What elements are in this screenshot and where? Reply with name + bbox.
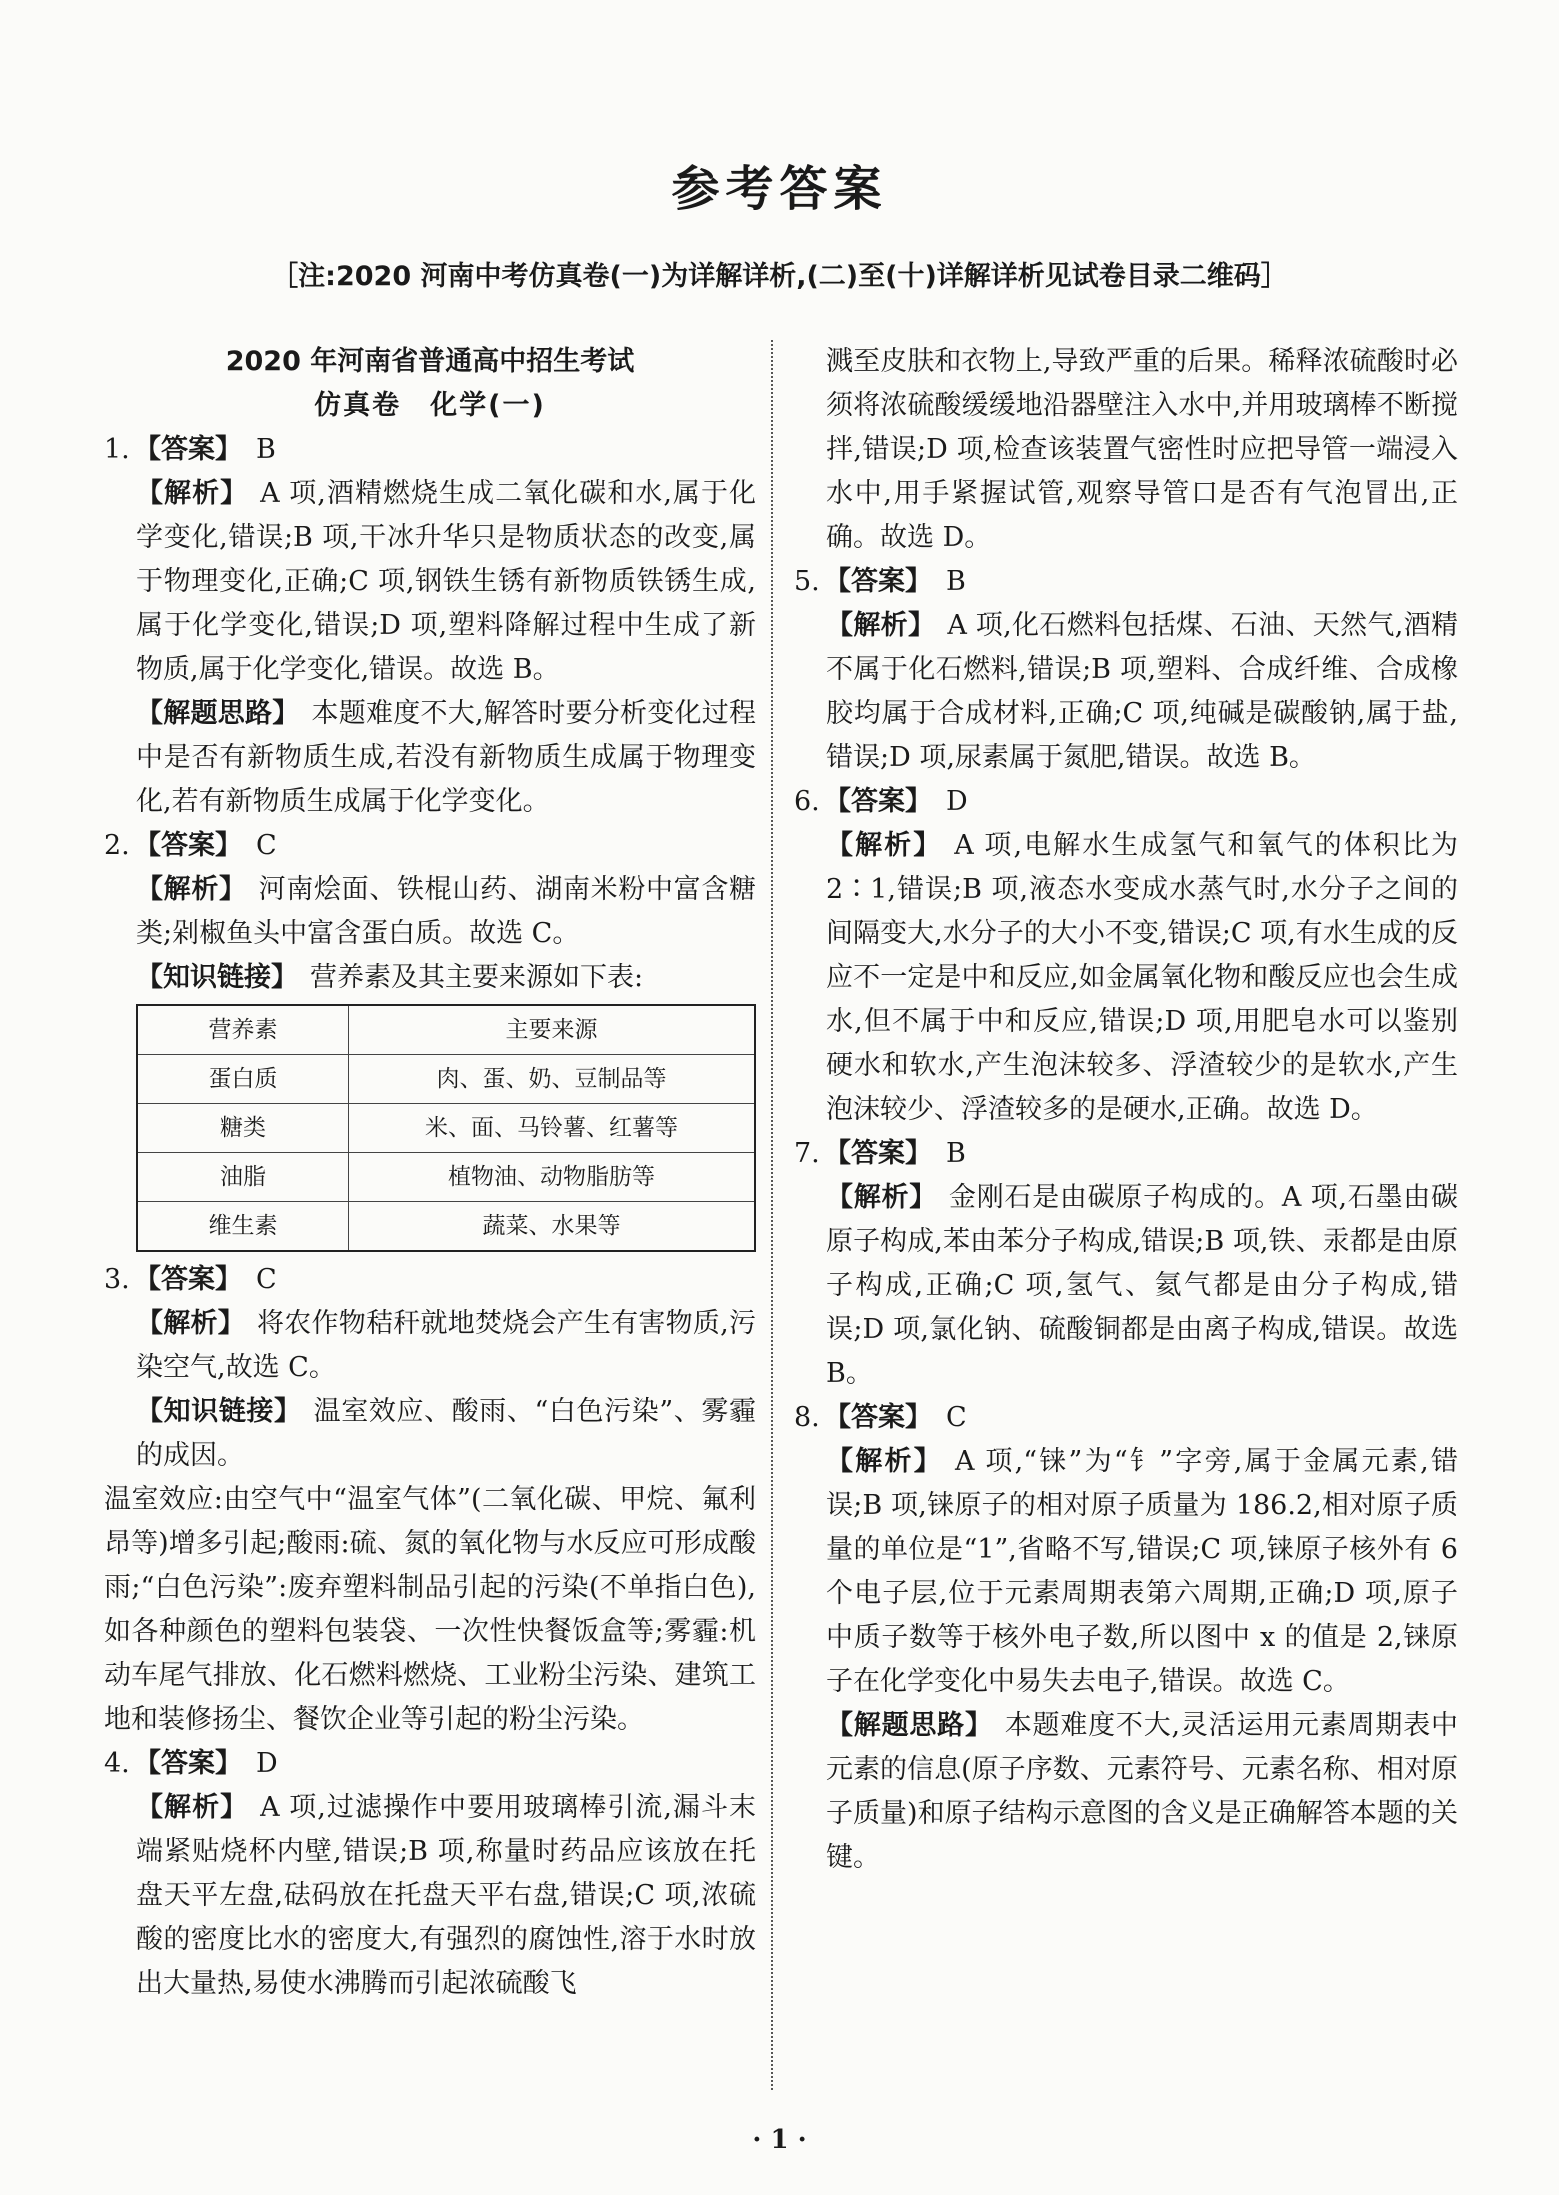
table-row [137, 1153, 755, 1202]
knowledge-detail: 温室效应:由空气中“温室气体”(二氧化碳、甲烷、氟利昂等)增多引起;酸雨:硫、氮的氧化物与水反应可形成酸雨;“白色污染”:废弃塑料制品引起的污染(不单指白色),如各种颜色的塑料包装袋、一次性快餐饭盒等;雾霾:机动车尾气排放、化石燃料燃烧、工业粉尘污染、建筑工地和装修扬尘、餐饮企业等引起的粉尘污染。 [104, 1484, 756, 1735]
analysis-label: 【解析】 [136, 1792, 249, 1823]
analysis-label: 【解析】 [826, 830, 943, 861]
thinking-text: 本题难度不大,解答时要分析变化过程中是否有新物质生成,若没有新物质生成属于物理变化,若有新物质生成属于化学变化。 [136, 698, 756, 817]
analysis [136, 1302, 756, 1390]
table-cell: 植物油、动物脂肪等 [349, 1153, 756, 1202]
analysis-text: A 项,过滤操作中要用玻璃棒引流,漏斗末端紧贴烧杯内壁,错误;B 项,称量时药品应该放在托盘天平左盘,砝码放在托盘天平右盘,错误;C 项,浓硫酸的密度比水的密度大,有强烈的腐蚀性,溶于水时放出大量热,易使水沸腾而引起浓硫酸飞 [136, 1792, 756, 1999]
analysis-continued: 溅至皮肤和衣物上,导致严重的后果。稀释浓硫酸时必须将浓硫酸缓缓地沿器壁注入水中,并用玻璃棒不断搅拌,错误;D 项,检查该装置气密性时应把导管一端浸入水中,用手紧握试管,观察导管口是否有气泡冒出,正确。故选 D。 [826, 346, 1458, 553]
page-note: ［注:2020 河南中考仿真卷(一)为详解详析,(二)至(十)详解详析见试卷目录二维码］ [271, 261, 1288, 292]
analysis [136, 868, 756, 956]
knowledge [136, 956, 756, 1000]
answer-label: 【答案】 [134, 830, 242, 861]
question-number: 3. [104, 1264, 130, 1295]
answer-label: 【答案】 [824, 1138, 932, 1169]
analysis [136, 1786, 756, 2006]
question-7 [794, 1132, 1458, 1396]
analysis-text: A 项,化石燃料包括煤、石油、天然气,酒精不属于化石燃料,错误;B 项,塑料、合成纤维、合成橡胶均属于合成材料,正确;C 项,纯碱是碳酸钠,属于盐,错误;D 项,尿素属于氮肥,错误。故选 B。 [826, 610, 1459, 773]
table-row [137, 1202, 755, 1252]
exam-subtitle: 仿真卷 化学(一) [314, 390, 546, 421]
analysis-text: A 项,酒精燃烧生成二氧化碳和水,属于化学变化,错误;B 项,干冰升华只是物质状态的改变,属于物理变化,正确;C 项,钢铁生锈有新物质铁锈生成,属于化学变化,错误;D 项,塑料降解过程中生成了新物质,属于化学变化,错误。故选 B。 [136, 478, 756, 685]
question-number: 6. [794, 786, 820, 817]
nutrient-table [136, 1004, 756, 1252]
question-number: 8. [794, 1402, 820, 1433]
question-number: 7. [794, 1138, 820, 1169]
page-number: · 1 · [752, 2125, 807, 2155]
table-cell: 糖类 [137, 1104, 349, 1153]
analysis-text: A 项,“铼”为“钅”字旁,属于金属元素,错误;B 项,铼原子的相对原子质量为 186.2,相对原子质量的单位是“1”,省略不写,错误;C 项,铼原子核外有 6 个电子层,位于元素周期表第六周期,正确;D 项,原子中质子数等于核外电子数,所以图中 x 的值是 2,铼原子在化学变化中易失去电子,错误。故选 C。 [826, 1446, 1459, 1697]
table-cell: 蔬菜、水果等 [349, 1202, 756, 1252]
answer-label: 【答案】 [824, 566, 932, 597]
analysis [826, 824, 1458, 1132]
analysis-text: 金刚石是由碳原子构成的。A 项,石墨由碳原子构成,苯由苯分子构成,错误;B 项,铁、汞都是由原子构成,正确;C 项,氢气、氦气都是由分子构成,错误;D 项,氯化钠、硫酸铜都是由离子构成,错误。故选 B。 [826, 1182, 1458, 1389]
question-number: 5. [794, 566, 820, 597]
table-cell: 油脂 [137, 1153, 349, 1202]
answer-value: B [946, 566, 966, 597]
analysis-label: 【解析】 [136, 478, 249, 509]
analysis-text: 将农作物秸秆就地焚烧会产生有害物质,污染空气,故选 C。 [136, 1308, 756, 1383]
answer-value: D [256, 1748, 278, 1779]
table-header-row [137, 1005, 755, 1055]
thinking-label: 【解题思路】 [826, 1710, 993, 1741]
analysis-text: A 项,电解水生成氢气和氧气的体积比为 2∶1,错误;B 项,液态水变成水蒸气时,水分子之间的间隔变大,水分子的大小不变,错误;C 项,有水生成的反应不一定是中和反应,如金属氧化物和酸反应也会生成水,但不属于中和反应,错误;D 项,用肥皂水可以鉴别硬水和软水,产生泡沫较多、浮渣较少的是软水,产生泡沫较少、浮渣较多的是硬水,正确。故选 D。 [826, 830, 1459, 1125]
analysis [136, 472, 756, 692]
knowledge-text: 营养素及其主要来源如下表: [310, 962, 644, 993]
analysis [826, 1176, 1458, 1396]
thinking [826, 1704, 1458, 1880]
answer-label: 【答案】 [824, 786, 932, 817]
left-column [104, 340, 756, 2006]
knowledge-label: 【知识链接】 [136, 1396, 302, 1427]
thinking-text: 本题难度不大,灵活运用元素周期表中元素的信息(原子序数、元素符号、元素名称、相对原子质量)和原子结构示意图的含义是正确解答本题的关键。 [826, 1710, 1458, 1873]
thinking [136, 692, 756, 824]
answer-value: D [946, 786, 968, 817]
table-header: 主要来源 [349, 1005, 756, 1055]
table-row [137, 1055, 755, 1104]
analysis-label: 【解析】 [826, 610, 936, 641]
question-5 [794, 560, 1458, 780]
analysis [826, 604, 1458, 780]
question-1 [104, 428, 756, 824]
question-4 [104, 1742, 756, 2006]
analysis-label: 【解析】 [826, 1446, 944, 1477]
table-cell: 蛋白质 [137, 1055, 349, 1104]
answer-label: 【答案】 [134, 434, 242, 465]
analysis-label: 【解析】 [136, 874, 247, 905]
table-header: 营养素 [137, 1005, 349, 1055]
table-cell: 肉、蛋、奶、豆制品等 [349, 1055, 756, 1104]
question-2 [104, 824, 756, 1252]
question-number: 4. [104, 1748, 130, 1779]
exam-title: 2020 年河南省普通高中招生考试 [225, 346, 635, 377]
column-divider [771, 340, 773, 2090]
page-title: 参考答案 [671, 161, 888, 217]
answer-value: B [946, 1138, 966, 1169]
question-number: 1. [104, 434, 130, 465]
knowledge [136, 1390, 756, 1478]
answer-label: 【答案】 [134, 1748, 242, 1779]
question-6 [794, 780, 1458, 1132]
question-number: 2. [104, 830, 130, 861]
analysis-text: 河南烩面、铁棍山药、湖南米粉中富含糖类;剁椒鱼头中富含蛋白质。故选 C。 [136, 874, 757, 949]
answer-value: B [256, 434, 276, 465]
table-row [137, 1104, 755, 1153]
analysis [826, 1440, 1458, 1704]
answer-label: 【答案】 [824, 1402, 932, 1433]
answer-label: 【答案】 [134, 1264, 242, 1295]
answer-value: C [256, 1264, 277, 1295]
analysis-label: 【解析】 [826, 1182, 937, 1213]
right-column [794, 340, 1458, 1880]
knowledge-label: 【知识链接】 [136, 962, 298, 993]
knowledge-text: 温室效应、酸雨、“白色污染”、雾霾的成因。 [136, 1396, 757, 1471]
question-8 [794, 1396, 1458, 1880]
answer-value: C [256, 830, 277, 861]
analysis-label: 【解析】 [136, 1308, 245, 1339]
question-3 [104, 1258, 756, 1742]
table-cell: 维生素 [137, 1202, 349, 1252]
answer-value: C [946, 1402, 967, 1433]
thinking-label: 【解题思路】 [136, 698, 300, 729]
table-cell: 米、面、马铃薯、红薯等 [349, 1104, 756, 1153]
